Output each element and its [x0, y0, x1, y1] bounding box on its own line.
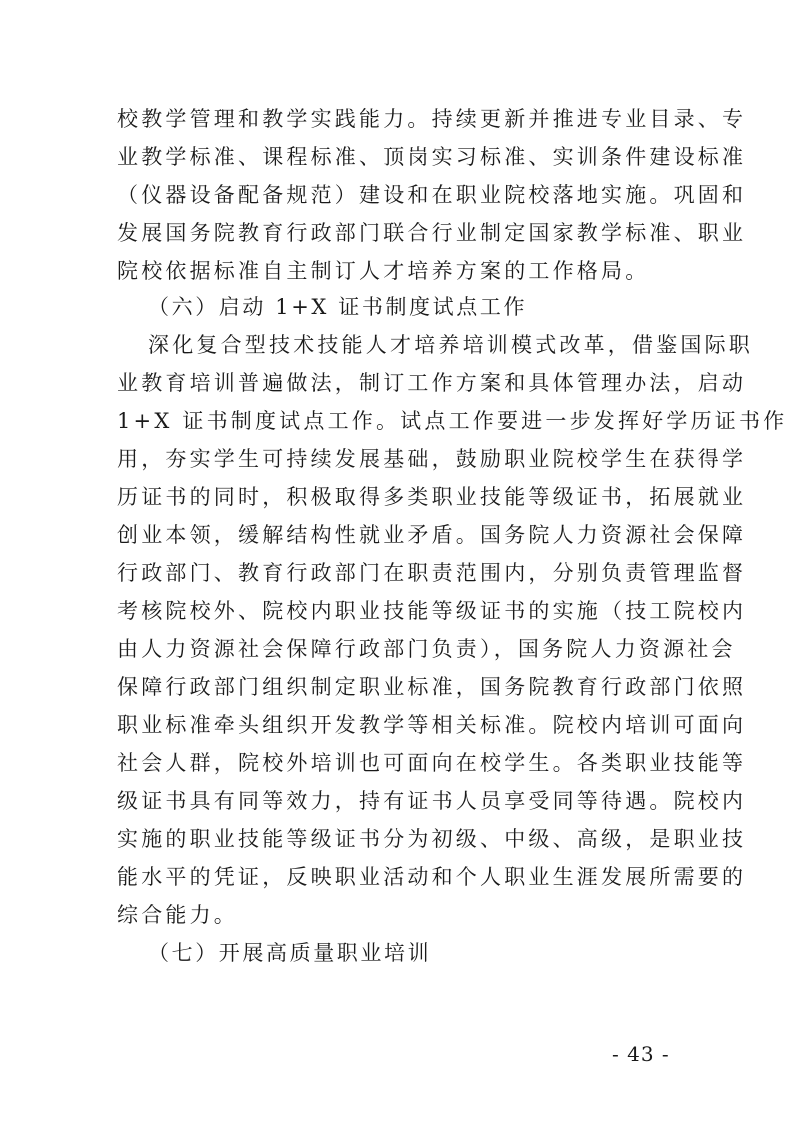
section-heading: （六）启动 1+X 证书制度试点工作	[148, 295, 528, 319]
paragraph-line: 业教学标准、课程标准、顶岗实习标准、实训条件建设标准	[117, 145, 747, 169]
section-heading: （七）开展高质量职业培训	[148, 941, 432, 965]
paragraph-line: 综合能力。	[117, 903, 238, 927]
paragraph-line: 保障行政部门组织制定职业标准，国务院教育行政部门依照	[117, 675, 747, 699]
paragraph-line: 考核院校外、院校内职业技能等级证书的实施（技工院校内	[117, 599, 747, 623]
paragraph-line: 创业本领，缓解结构性就业矛盾。国务院人力资源社会保障	[117, 523, 747, 547]
paragraph-line: 能水平的凭证，反映职业活动和个人职业生涯发展所需要的	[117, 865, 747, 889]
paragraph-line: 用，夯实学生可持续发展基础，鼓励职业院校学生在获得学	[117, 447, 747, 471]
page-number: - 43 -	[612, 1042, 670, 1066]
paragraph-line: 实施的职业技能等级证书分为初级、中级、高级，是职业技	[117, 827, 747, 851]
paragraph-line: 发展国务院教育行政部门联合行业制定国家教学标准、职业	[117, 221, 747, 245]
paragraph-line: 由人力资源社会保障行政部门负责），国务院人力资源社会	[117, 637, 736, 661]
paragraph-line: 院校依据标准自主制订人才培养方案的工作格局。	[117, 259, 650, 283]
paragraph-line: 职业标准牵头组织开发教学等相关标准。院校内培训可面向	[117, 713, 747, 737]
paragraph-line: 1+X 证书制度试点工作。试点工作要进一步发挥好学历证书作	[117, 409, 788, 433]
paragraph-line: 深化复合型技术技能人才培养培训模式改革，借鉴国际职	[148, 333, 753, 357]
paragraph-line: 行政部门、教育行政部门在职责范围内，分别负责管理监督	[117, 561, 747, 585]
paragraph-line: 历证书的同时，积极取得多类职业技能等级证书，拓展就业	[117, 485, 747, 509]
paragraph-line: （仪器设备配备规范）建设和在职业院校落地实施。巩固和	[117, 183, 747, 207]
paragraph-line: 校教学管理和教学实践能力。持续更新并推进专业目录、专	[117, 107, 747, 131]
paragraph-line: 业教育培训普遍做法，制订工作方案和具体管理办法，启动	[117, 371, 747, 395]
paragraph-line: 级证书具有同等效力，持有证书人员享受同等待遇。院校内	[117, 789, 747, 813]
paragraph-line: 社会人群，院校外培训也可面向在校学生。各类职业技能等	[117, 751, 747, 775]
